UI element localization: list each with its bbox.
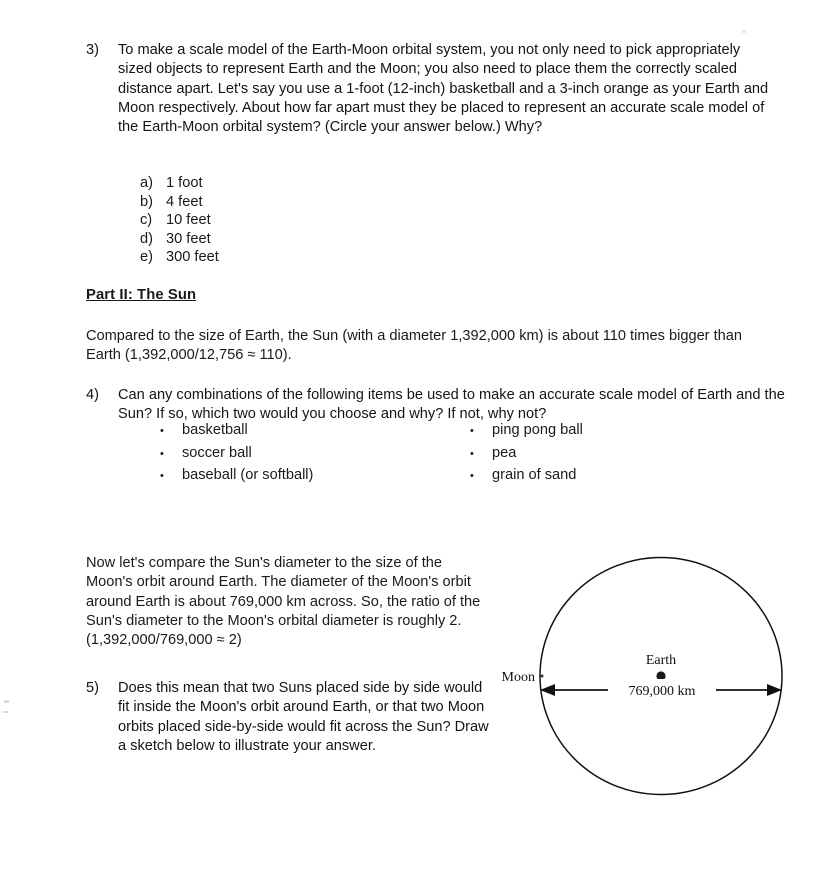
- question-4-number: 4): [86, 387, 99, 403]
- answer-choice-b-letter: b): [140, 193, 153, 210]
- list-item-label: pea: [492, 444, 517, 461]
- list-item: [160, 465, 470, 488]
- bullet-icon: •: [470, 447, 474, 460]
- question-3-text: To make a scale model of the Earth-Moon orbital system, you not only need to pick appropriately sized objects to represent Earth and the Moon; you also need to place them the correctly scaled distance apart. Let's say you use a 1-foot (12-inch) basketball and a 3-inch orange as your Earth and Moon respectively. About how far apart must they be placed to represent an accurate scale model of the Earth-Moon orbital system? (Circle your answer below.) Why?: [118, 42, 769, 136]
- bullet-icon: •: [470, 470, 474, 482]
- answer-choice-d-letter: d): [140, 230, 153, 247]
- answer-choice-a[interactable]: [140, 174, 219, 193]
- distance-label: 769,000 km: [628, 684, 696, 699]
- list-item: [160, 443, 470, 466]
- question-3: [86, 41, 772, 137]
- list-item-label: basketball: [182, 422, 248, 438]
- scan-speckle: [742, 30, 746, 33]
- answer-choice-b[interactable]: [140, 193, 219, 212]
- list-item-label: ping pong ball: [492, 422, 583, 438]
- item-list-right-column: [470, 420, 780, 488]
- answer-choice-e-letter: e): [140, 249, 153, 266]
- part-2-heading: Part II: The Sun: [86, 287, 197, 303]
- scale-model-item-list: [160, 420, 780, 488]
- answer-choice-e-label: 300 feet: [166, 249, 219, 266]
- sun-size-paragraph: Compared to the size of Earth, the Sun (with a diameter 1,392,000 km) is about 110 times bigger than Earth (1,392,000/12,756 ≈ 110).: [86, 328, 742, 364]
- list-item-label: soccer ball: [182, 444, 252, 461]
- answer-choice-d[interactable]: [140, 230, 219, 249]
- question-5-text: Does this mean that two Suns placed side by side would fit inside the Moon's orbit around Earth, or that two Moon orbits placed side-by-side would fit across the Sun? Draw a sketch below to illustrate your answer.: [118, 680, 489, 754]
- answer-choice-a-label: 1 foot: [166, 175, 203, 191]
- earth-label: Earth: [645, 653, 677, 668]
- answer-choice-c-label: 10 feet: [166, 212, 211, 229]
- question-3-number: 3): [86, 42, 99, 58]
- moon-orbit-paragraph: Now let's compare the Sun's diameter to the size of the Moon's orbit around Earth. The diameter of the Moon's orbit around Earth is about 769,000 km across. So, the ratio of the Sun's diameter to the Moon's orbital diameter is roughly 2. (1,392,000/769,000 ≈ 2): [86, 555, 481, 649]
- list-item-label: baseball (or softball): [182, 467, 314, 483]
- list-item: [470, 465, 780, 488]
- list-item: [470, 420, 780, 443]
- moon-label: Moon: [501, 670, 535, 685]
- answer-choice-e[interactable]: [140, 248, 219, 267]
- list-item: [470, 443, 780, 466]
- question-4: [86, 386, 786, 425]
- answer-choice-c[interactable]: [140, 211, 219, 230]
- answer-choice-a-letter: a): [140, 175, 153, 191]
- bullet-icon: •: [160, 425, 164, 437]
- question-5-number: 5): [86, 680, 99, 696]
- moon-dot-icon: [541, 675, 544, 678]
- moon-orbit-diagram: [480, 545, 820, 845]
- answer-choice-list: [140, 174, 219, 267]
- list-item: [160, 420, 470, 443]
- bullet-icon: •: [470, 425, 474, 437]
- bullet-icon: •: [160, 447, 164, 460]
- answer-choice-d-label: 30 feet: [166, 230, 211, 247]
- answer-choice-b-label: 4 feet: [166, 193, 203, 210]
- list-item-label: grain of sand: [492, 467, 577, 483]
- bullet-icon: •: [160, 470, 164, 482]
- answer-choice-c-letter: c): [140, 212, 153, 229]
- scan-speckle: [3, 711, 8, 713]
- item-list-left-column: [160, 420, 470, 488]
- question-4-text: Can any combinations of the following items be used to make an accurate scale model of Earth and the Sun? If so, which two would you choose and why? If not, why not?: [118, 387, 785, 423]
- question-5: [86, 679, 496, 756]
- scan-speckle: [4, 700, 9, 703]
